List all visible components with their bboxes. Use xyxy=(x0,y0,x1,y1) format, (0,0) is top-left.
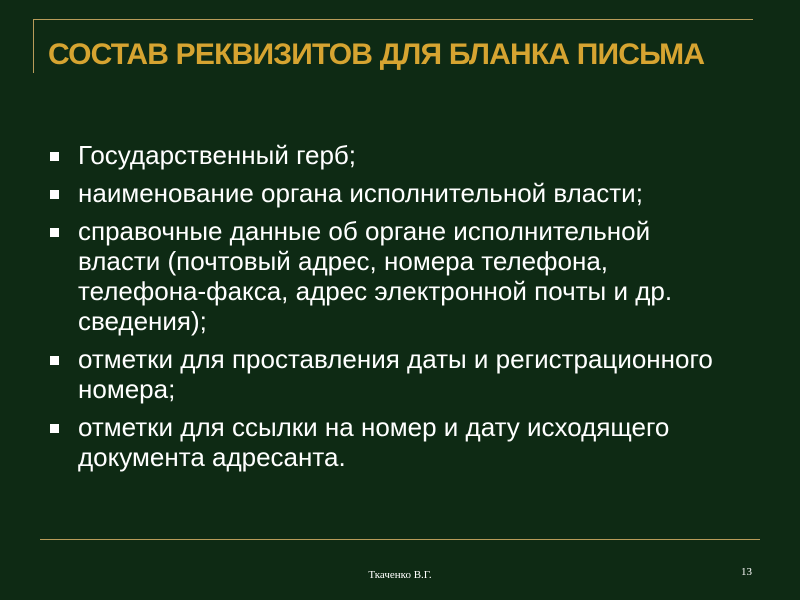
bullet-text: справочные данные об органе исполнительной власти (почтовый адрес, номера телефона, телефона-факса, адрес электронной почты и др. сведения); xyxy=(78,216,673,336)
bullet-item xyxy=(48,178,728,208)
bullet-list xyxy=(48,140,728,480)
square-bullet-icon xyxy=(50,424,59,433)
square-bullet-icon xyxy=(50,190,59,199)
square-bullet-icon xyxy=(50,356,59,365)
bullet-text: наименование органа исполнительной власти; xyxy=(78,178,643,208)
bullet-item xyxy=(48,344,728,404)
title-accent-line xyxy=(33,19,34,73)
page-number: 13 xyxy=(741,566,752,578)
bullet-text: отметки для проставления даты и регистрационного номера; xyxy=(78,344,713,404)
square-bullet-icon xyxy=(50,152,59,161)
footer-author: Ткаченко В.Г. xyxy=(368,569,432,581)
top-divider-line xyxy=(33,19,753,20)
bullet-text: отметки для ссылки на номер и дату исходящего документа адресанта. xyxy=(78,412,670,472)
bullet-item xyxy=(48,140,728,170)
bullet-text: Государственный герб; xyxy=(78,140,357,170)
bullet-item xyxy=(48,216,728,336)
bullet-item xyxy=(48,412,728,472)
footer-divider-line xyxy=(40,539,760,540)
square-bullet-icon xyxy=(50,228,59,237)
slide-title: СОСТАВ РЕКВИЗИТОВ ДЛЯ БЛАНКА ПИСЬМА xyxy=(48,38,705,71)
